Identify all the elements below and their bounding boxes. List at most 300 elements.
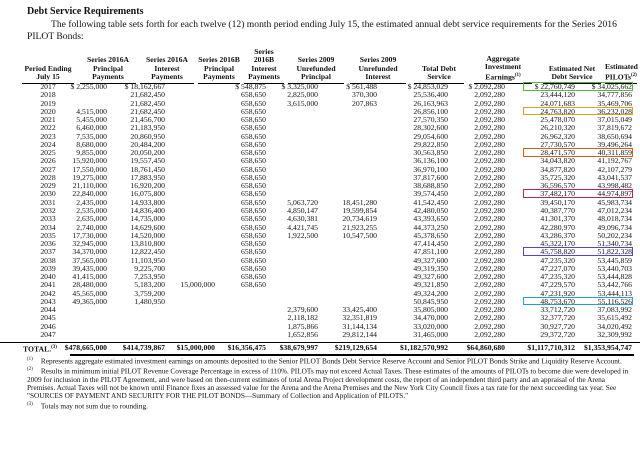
value-cell: 19,599,854 [342,205,377,215]
value-cell: 2,092,280 [474,197,505,207]
value-cell: 2,092,280 [474,263,505,273]
value-cell: 658,650 [241,247,266,257]
footnote-mark: (2) [27,366,33,372]
total-cell: $219,129,654 [334,343,377,352]
value-cell: 38,688,850 [413,181,448,191]
period-cell: 2025 [40,148,56,158]
value-cell: 47,229,570 [540,280,575,290]
value-cell: 45,378,650 [413,230,448,240]
value-cell: 35,725,320 [540,172,575,182]
value-cell: 2,379,600 [287,305,318,315]
value-cell: 51,340,734 [597,239,632,249]
footnote-2 [27,366,633,401]
value-cell: 2,535,000 [76,205,107,215]
header-total-debt-service [414,36,464,82]
value-cell: 658,650 [241,115,266,125]
value-cell: 21,110,000 [72,181,107,191]
value-cell: $ 2,255,000 [70,82,107,91]
value-cell: 658,650 [241,189,266,199]
value-cell: 18,451,280 [342,197,377,207]
value-cell: 26,962,320 [540,131,575,141]
value-cell: 2,092,280 [474,123,505,133]
value-cell: 33,712,720 [540,305,575,315]
value-cell: 36,596,570 [540,181,575,191]
value-cell: 18,761,450 [130,164,165,174]
value-cell: 1,922,500 [287,230,318,240]
value-cell: 49,327,600 [413,272,448,282]
header-label: Series 2009 Unrefunded Principal [296,55,336,82]
value-cell: 2,092,280 [474,164,505,174]
value-cell: $ 18,162,667 [124,82,165,91]
value-cell: 658,650 [241,214,266,224]
value-cell: 2,435,000 [76,197,107,207]
value-cell: 29,372,720 [540,329,575,339]
value-cell: 21,183,950 [130,123,165,133]
value-cell: 21,682,450 [130,90,165,100]
value-cell: 36,136,100 [413,156,448,166]
value-cell: 53,444,828 [597,272,632,282]
value-cell: 28,471,570 [540,148,575,158]
value-cell: 48,753,670 [540,296,575,306]
header-label: Series 2016A Principal Payments [87,55,129,82]
value-cell: 26,163,963 [413,98,448,108]
header-2016b-principal [198,36,240,82]
header-label: Series 2016B Interest Payments [248,46,280,82]
value-cell: 5,455,000 [76,115,107,125]
value-cell: 30,563,850 [413,148,448,158]
value-cell: 42,480,050 [413,205,448,215]
period-cell: 2017 [40,82,56,91]
total-cell: $414,739,867 [122,343,165,352]
value-cell: 2,092,280 [474,172,505,182]
header-2009-principal [288,36,344,82]
period-cell: 2021 [40,115,56,125]
value-cell: 2,092,280 [474,230,505,240]
value-cell: 2,825,000 [287,90,318,100]
period-cell: 2020 [40,106,56,116]
table-row [0,331,640,339]
value-cell: 9,225,700 [134,263,165,273]
value-cell: 4,850,147 [287,205,318,215]
value-cell: 48,018,734 [597,214,632,224]
header-label: Aggregate Investment Earnings [484,53,522,82]
period-cell: 2034 [40,222,56,232]
value-cell: 658,650 [241,106,266,116]
total-cell: $64,860,680 [466,343,505,352]
table-body [0,83,640,339]
value-cell: 34,043,820 [540,156,575,166]
value-cell: 658,650 [241,230,266,240]
value-cell: 207,863 [352,98,377,108]
value-cell: 45,565,000 [72,288,107,298]
footnote-mark: (1) [27,357,33,362]
value-cell: 40,311,859 [597,148,632,158]
value-cell: $ 24,853,029 [407,82,448,91]
value-cell: 43,041,537 [597,172,632,182]
period-cell: 2028 [40,172,56,182]
value-cell: 33,020,000 [413,321,448,331]
value-cell: 39,496,264 [597,139,632,149]
value-cell: 2,092,280 [474,239,505,249]
value-cell: 2,092,280 [474,148,505,158]
value-cell: 2,092,280 [474,305,505,315]
value-cell: $ 34,025,662 [591,82,632,91]
value-cell: 30,927,720 [540,321,575,331]
header-net-debt-service [543,36,601,82]
value-cell: 658,650 [241,123,266,133]
value-cell: 17,883,950 [130,172,165,182]
value-cell: 4,515,000 [76,106,107,116]
value-cell: 658,650 [241,280,266,290]
period-cell: 2047 [40,329,56,339]
value-cell: 2,092,280 [474,222,505,232]
value-cell: 24,071,683 [540,98,575,108]
value-cell: 45,983,734 [597,197,632,207]
value-cell: 21,456,700 [130,115,165,125]
value-cell: 10,547,500 [342,230,377,240]
header-2016a-interest [140,36,194,82]
value-cell: 47,414,450 [413,239,448,249]
value-cell: 8,680,000 [76,139,107,149]
period-cell: 2032 [40,205,56,215]
value-cell: 2,092,280 [474,205,505,215]
value-cell: 49,319,350 [413,263,448,273]
value-cell: 2,092,280 [474,272,505,282]
period-cell: 2041 [40,280,56,290]
period-cell: 2022 [40,123,56,133]
value-cell: 21,682,450 [130,106,165,116]
value-cell: 658,650 [241,98,266,108]
value-cell: 25,536,400 [413,90,448,100]
header-period [22,36,74,82]
period-cell: 2043 [40,296,56,306]
value-cell: 12,822,450 [130,247,165,257]
value-cell: 16,920,200 [130,181,165,191]
value-cell: 35,615,492 [597,313,632,323]
value-cell: 2,118,182 [287,313,318,323]
value-cell: 2,092,280 [474,156,505,166]
value-cell: 2,092,280 [474,131,505,141]
footnote-ref: (3) [51,345,57,350]
period-cell: 2042 [40,288,56,298]
value-cell: 49,096,734 [597,222,632,232]
value-cell: 2,092,280 [474,139,505,149]
value-cell: 32,945,000 [72,239,107,249]
value-cell: 7,253,950 [134,272,165,282]
value-cell: 2,092,280 [474,115,505,125]
value-cell: 2,092,280 [474,255,505,265]
value-cell: 21,682,450 [130,98,165,108]
period-cell: 2038 [40,255,56,265]
total-cell: $1,117,710,312 [527,343,575,352]
value-cell: 37,482,170 [540,189,575,199]
value-cell: 26,856,100 [413,106,448,116]
footnote-ref: (1) [514,72,521,78]
value-cell: 5,063,720 [287,197,318,207]
value-cell: $ 22,760,749 [534,82,575,91]
value-cell: 34,777,856 [597,90,632,100]
header-label: Total Debt Service [421,63,457,82]
value-cell: 45,322,170 [540,239,575,249]
value-cell: 14,520,000 [130,230,165,240]
value-cell: 22,840,000 [72,189,107,199]
value-cell: 33,425,400 [342,305,377,315]
period-cell: 2030 [40,189,56,199]
header-2009-interest [350,36,406,82]
period-cell: 2027 [40,164,56,174]
value-cell: 53,442,766 [597,280,632,290]
value-cell: $ 561,488 [346,82,377,91]
value-cell: 6,460,000 [76,123,107,133]
period-cell: 2026 [40,156,56,166]
value-cell: 34,370,000 [72,247,107,257]
value-cell: 658,650 [241,172,266,182]
footnote-text: Results in minimum initial PILOT Revenue Coverage Percentage in excess of 110%. PILOTs may not exceed Actual Taxes. These estimates of the amounts of PILOTs to become due were developed in 2009 for inclusion in the PILOT Agreement, and were based on then-current estimates of total Arena Project development costs, the report of an independent third party and an appraisal of the Arena Premises. Actual Taxes will not be known until Finance fixes an assessed value for the Arena and the Arena Premises and the New York City Council fixes a tax rate for the next succeeding tax year. See "SOURCES OF PAYMENT AND SECURITY FOR THE PILOT BONDS—Summary of Collection and Application of PILOTS." [27,366,629,401]
value-cell: 658,650 [241,272,266,282]
value-cell: 39,574,450 [413,189,448,199]
value-cell: 44,373,250 [413,222,448,232]
value-cell: 2,092,280 [474,321,505,331]
value-cell: 658,650 [241,197,266,207]
value-cell: 28,480,000 [72,280,107,290]
period-cell: 2037 [40,247,56,257]
value-cell: 32,309,992 [597,329,632,339]
period-cell: 2018 [40,90,56,100]
period-cell: 2036 [40,239,56,249]
period-cell: 2046 [40,321,56,331]
header-label: Series 2016B Principal Payments [198,55,240,82]
total-cell: $1,182,570,992 [399,343,448,352]
value-cell: 2,092,280 [474,181,505,191]
value-cell: 41,301,370 [540,214,575,224]
value-cell: 53,445,859 [597,255,632,265]
value-cell: 658,650 [241,148,266,158]
value-cell: 1,652,856 [287,329,318,339]
total-cell: $478,665,000 [64,343,107,352]
value-cell: 36,970,100 [413,164,448,174]
total-cell: $38,679,997 [279,343,318,352]
value-cell: 34,020,492 [597,321,632,331]
value-cell: 51,822,328 [597,247,632,257]
value-cell: $ 548,875 [235,82,266,91]
value-cell: 658,650 [241,205,266,215]
footnote-3 [27,401,633,411]
value-cell: 49,365,000 [72,296,107,306]
value-cell: 2,092,280 [474,288,505,298]
value-cell: 39,450,170 [540,197,575,207]
value-cell: 24,763,820 [540,106,575,116]
period-cell: 2044 [40,305,56,315]
value-cell: 16,075,800 [130,189,165,199]
section-title: Debt Service Requirements [27,6,144,17]
period-cell: 2039 [40,263,56,273]
value-cell: 44,974,897 [597,189,632,199]
value-cell: 35,805,000 [413,305,448,315]
footnote-text: Totals may not sum due to rounding. [40,401,148,411]
value-cell: 13,810,800 [130,239,165,249]
value-cell: 42,280,970 [540,222,575,232]
value-cell: 17,550,000 [72,164,107,174]
value-cell: 2,092,280 [474,296,505,306]
value-cell: 47,227,070 [540,263,575,273]
value-cell: 47,235,320 [540,272,575,282]
intro-paragraph: The following table sets forth for each twelve (12) month period ending July 15, the estimated annual debt service requirements for the Series 2016 PILOT Bonds: [27,19,617,42]
total-cell: $15,000,000 [176,343,215,352]
value-cell: 47,012,234 [597,205,632,215]
value-cell: 29,812,144 [342,329,377,339]
header-aggregate-earnings [474,36,532,82]
value-cell: 40,387,770 [540,205,575,215]
value-cell: 658,650 [241,263,266,273]
value-cell: 14,735,000 [130,214,165,224]
value-cell: 14,933,800 [130,197,165,207]
value-cell: 49,321,850 [413,280,448,290]
value-cell: 658,650 [241,181,266,191]
value-cell: 28,302,600 [413,123,448,133]
value-cell: 49,324,200 [413,288,448,298]
header-label: Estimated Net Debt Service [548,63,596,82]
value-cell: 50,845,950 [413,296,448,306]
value-cell: 17,730,000 [72,230,107,240]
value-cell: 53,444,113 [597,288,632,298]
value-cell: 45,758,820 [540,247,575,257]
value-cell: 37,083,992 [597,305,632,315]
value-cell: 39,435,000 [72,263,107,273]
footnote-text: Represents aggregate estimated investment earnings on amounts deposited to the Senior PILOT Bonds Debt Service Reserve Account and Senior PILOT Bonds Strike and Liquidity Reserve Account. [40,356,622,366]
total-cell: $16,356,475 [227,343,266,352]
value-cell: 658,650 [241,222,266,232]
period-cell: 2033 [40,214,56,224]
totals-label-text: TOTAL [23,344,50,354]
value-cell: 49,327,600 [413,255,448,265]
value-cell: 37,817,600 [413,172,448,182]
value-cell: 43,393,650 [413,214,448,224]
footnote-1 [27,356,633,366]
value-cell: 370,300 [352,90,377,100]
value-cell: 658,650 [241,90,266,100]
value-cell: 20,050,200 [130,148,165,158]
header-label: Series 2016A Interest Payments [146,55,188,82]
value-cell: 35,469,706 [597,98,632,108]
period-cell: 2031 [40,197,56,207]
period-cell: 2019 [40,98,56,108]
value-cell: 2,092,280 [474,313,505,323]
value-cell: 658,650 [241,164,266,174]
value-cell: $ 3,325,000 [281,82,318,91]
value-cell: 14,629,600 [130,222,165,232]
value-cell: 2,092,280 [474,90,505,100]
value-cell: 34,877,820 [540,164,575,174]
value-cell: 27,570,350 [413,115,448,125]
value-cell: 41,192,767 [597,156,632,166]
value-cell: 3,615,000 [287,98,318,108]
value-cell: 15,000,000 [180,280,215,290]
value-cell: 2,092,280 [474,280,505,290]
header-label: Series 2009 Unrefunded Interest [358,55,398,82]
header-estimated-pilots [605,36,637,82]
value-cell: 658,650 [241,139,266,149]
value-cell: 2,092,280 [474,329,505,339]
period-cell: 2023 [40,131,56,141]
value-cell: 19,557,450 [130,156,165,166]
value-cell: 29,054,600 [413,131,448,141]
value-cell: 31,465,000 [413,329,448,339]
value-cell: 31,144,134 [342,321,377,331]
value-cell: 4,630,381 [287,214,318,224]
value-cell: 20,734,619 [342,214,377,224]
value-cell: 26,210,320 [540,123,575,133]
value-cell: 37,565,000 [72,255,107,265]
value-cell: 47,851,100 [413,247,448,257]
value-cell: 41,415,000 [72,272,107,282]
header-label: Estimated PILOTs [605,62,638,82]
value-cell: 2,092,280 [474,106,505,116]
value-cell: 2,092,280 [474,214,505,224]
value-cell: 1,875,866 [287,321,318,331]
value-cell: 47,231,920 [540,288,575,298]
period-cell: 2024 [40,139,56,149]
value-cell: 11,103,950 [130,255,165,265]
value-cell: 43,998,482 [597,181,632,191]
value-cell: 658,650 [241,156,266,166]
value-cell: 2,740,000 [76,222,107,232]
value-cell: 3,759,200 [134,288,165,298]
value-cell: 43,286,370 [540,230,575,240]
value-cell: 20,860,950 [130,131,165,141]
value-cell: 658,650 [241,255,266,265]
value-cell: 658,650 [241,131,266,141]
value-cell: 2,092,280 [474,189,505,199]
period-cell: 2045 [40,313,56,323]
value-cell: 41,542,450 [413,197,448,207]
value-cell: 2,092,280 [474,247,505,257]
total-cell: $1,353,954,747 [583,343,632,352]
period-cell: 2029 [40,181,56,191]
value-cell: 7,535,000 [76,131,107,141]
value-cell: 37,015,049 [597,115,632,125]
value-cell: 50,202,234 [597,230,632,240]
totals-label: TOTAL.$^{(3)}$ [23,344,57,354]
value-cell: 55,116,526 [597,296,632,306]
value-cell: 2,092,280 [474,98,505,108]
period-cell: 2040 [40,272,56,282]
header-2016a-principal [80,36,136,82]
footnotes [27,356,633,411]
value-cell: 9,855,000 [76,148,107,158]
value-cell: 2,635,000 [76,214,107,224]
period-cell: 2035 [40,230,56,240]
value-cell: 27,730,570 [540,139,575,149]
header-2016b-interest [244,36,284,82]
value-cell: 34,470,000 [413,313,448,323]
value-cell: 15,920,000 [72,156,107,166]
value-cell: 20,484,200 [130,139,165,149]
footnote-mark: (3) [27,401,33,407]
value-cell: 21,923,255 [342,222,377,232]
value-cell: $ 2,092,280 [468,82,505,91]
header-label: Period Ending July 15 [24,63,72,82]
value-cell: 37,819,672 [597,123,632,133]
value-cell: 29,822,850 [413,139,448,149]
value-cell: 32,351,819 [342,313,377,323]
value-cell: 5,183,200 [134,280,165,290]
value-cell: 38,650,694 [597,131,632,141]
value-cell: 4,421,745 [287,222,318,232]
value-cell: 23,444,120 [540,90,575,100]
footnote-ref: (2) [631,72,637,78]
value-cell: 53,440,703 [597,263,632,273]
value-cell: 19,275,000 [72,172,107,182]
